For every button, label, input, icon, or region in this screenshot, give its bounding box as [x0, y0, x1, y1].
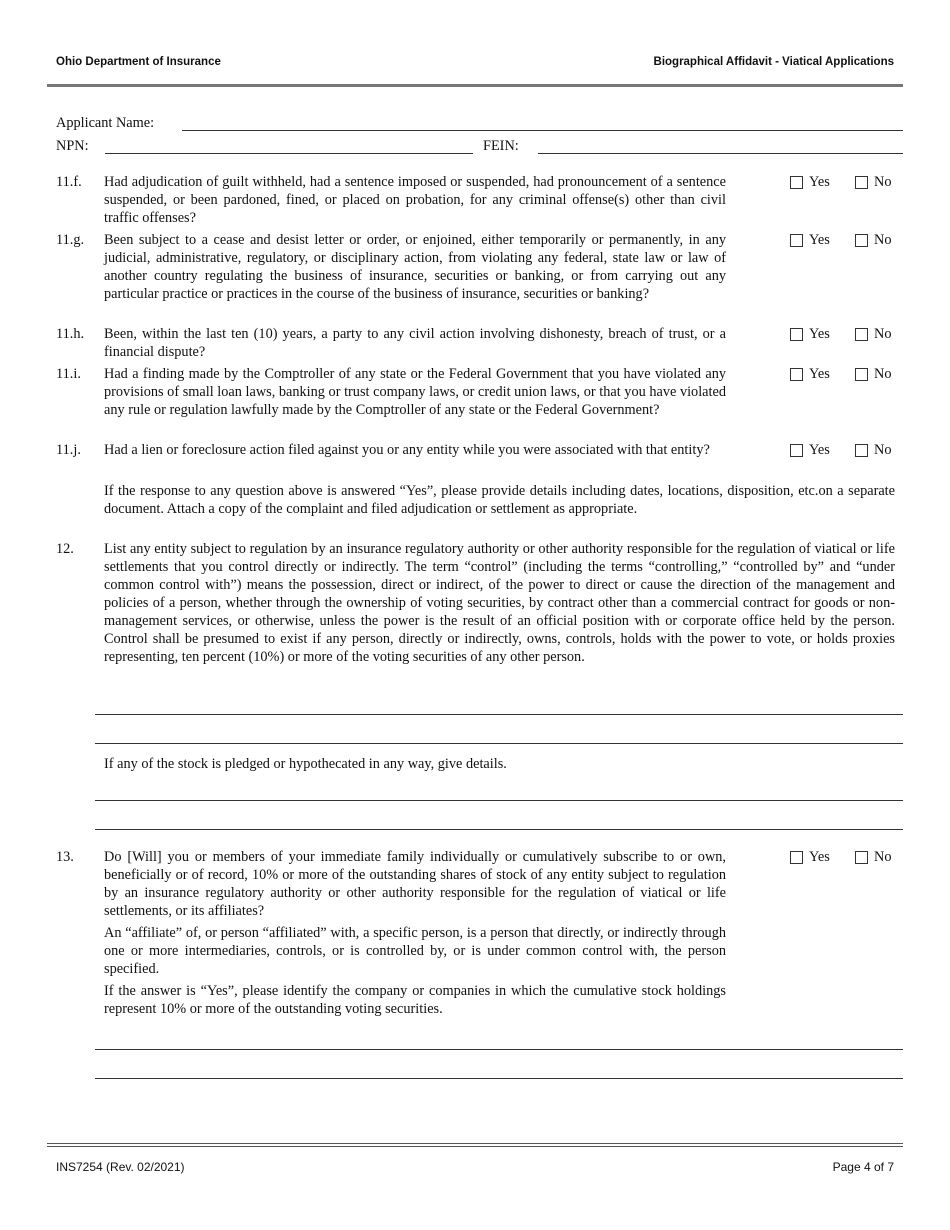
checkbox-icon[interactable]: [790, 444, 803, 457]
question-11-instructions: If the response to any question above is answered “Yes”, please provide details including dates, locations, disposition, etc.on a separate document. Attach a copy of the complaint and filed adjudication or settlement as appropriate.: [104, 483, 895, 517]
yes-label: Yes: [809, 232, 830, 248]
question-text: List any entity subject to regulation by an insurance regulatory authority or other authority responsible for the regulation of viatical or life settlements that you control directly or indirectly. The term “control” (including the terms “controlling,” “controlled by” and “under common control with”) means the possession, direct or indirect, of the power to direct or cause the direction of the management and policies of a person, whether through the ownership of voting securities, by contract other than a commercial contract for goods or non-management services, or otherwise, unless the power is the result of an official position with or corporate office held by the person. Control shall be presumed to exist if any person, directly or indirectly, owns, controls, holds with the power to vote, or holds proxies representing, ten percent (10%) or more of the voting securities of any other person.: [104, 541, 895, 665]
checkbox-icon[interactable]: [855, 851, 868, 864]
yes-label: Yes: [809, 326, 830, 342]
question-number: 11.h.: [56, 326, 85, 342]
header-right-title: Biographical Affidavit - Viatical Applications: [653, 56, 894, 68]
q11j-yes-option[interactable]: [790, 441, 830, 459]
checkbox-icon[interactable]: [790, 328, 803, 341]
form-id: INS7254 (Rev. 02/2021): [56, 1160, 185, 1174]
answer-line[interactable]: [95, 743, 903, 744]
checkbox-icon[interactable]: [790, 368, 803, 381]
answer-line[interactable]: [95, 829, 903, 830]
stock-pledged-prompt: If any of the stock is pledged or hypothecated in any way, give details.: [104, 756, 507, 772]
q11i-no-option[interactable]: [855, 365, 891, 383]
header-rule: [47, 84, 903, 87]
question-number: 11.g.: [56, 232, 85, 248]
answer-line[interactable]: [95, 800, 903, 801]
npn-field[interactable]: [105, 153, 473, 154]
q11g-yes-option[interactable]: [790, 231, 830, 249]
q11h-no-option[interactable]: [855, 325, 891, 343]
npn-label: NPN:: [56, 138, 89, 154]
checkbox-icon[interactable]: [855, 176, 868, 189]
yes-label: Yes: [809, 174, 830, 190]
question-number: 11.i.: [56, 366, 81, 382]
checkbox-icon[interactable]: [855, 234, 868, 247]
applicant-name-label: Applicant Name:: [56, 115, 155, 131]
q11i-yes-option[interactable]: [790, 365, 830, 383]
header-left-title: Ohio Department of Insurance: [56, 56, 221, 68]
answer-line[interactable]: [95, 1049, 903, 1050]
checkbox-icon[interactable]: [855, 328, 868, 341]
fein-label: FEIN:: [483, 138, 519, 154]
footer-rule: [47, 1146, 903, 1147]
answer-line[interactable]: [95, 1078, 903, 1079]
q13-no-option[interactable]: [855, 848, 891, 866]
checkbox-icon[interactable]: [855, 444, 868, 457]
q13-yes-option[interactable]: [790, 848, 830, 866]
checkbox-icon[interactable]: [790, 234, 803, 247]
question-number: 13.: [56, 849, 74, 865]
no-label: No: [874, 326, 892, 342]
question-number: 11.j.: [56, 442, 81, 458]
yes-label: Yes: [809, 849, 830, 865]
q11f-no-option[interactable]: [855, 173, 891, 191]
question-text: Do [Will] you or members of your immediate family individually or cumulatively subscribe to or own, beneficially or of record, 10% or more of the outstanding shares of stock of any entity subject to regulation by an insurance regulatory authority or other authority responsible for the regulation of viatical or life settlements, or its affiliates?: [104, 849, 726, 919]
checkbox-icon[interactable]: [790, 851, 803, 864]
affiliate-definition: An “affiliate” of, or person “affiliated” with, a specific person, is a person that directly, or indirectly through one or more intermediaries, controls, or is controlled by, or is under common control with, the person specified.: [104, 925, 726, 977]
checkbox-icon[interactable]: [790, 176, 803, 189]
question-text: Had a lien or foreclosure action filed against you or any entity while you were associated with that entity?: [104, 442, 710, 458]
question-text: Been, within the last ten (10) years, a party to any civil action involving dishonesty, breach of trust, or a financial dispute?: [104, 326, 726, 360]
checkbox-icon[interactable]: [855, 368, 868, 381]
question-text: Been subject to a cease and desist letter or order, or enjoined, either temporarily or permanently, in any judicial, administrative, regulatory, or disciplinary action, from violating any federal, state law or law of another country regulating the business of insurance, securities or banking, or from carrying out any particular practice or practices in the course of the business of insurance, securities or banking?: [104, 232, 726, 302]
no-label: No: [874, 232, 892, 248]
fein-field[interactable]: [538, 153, 903, 154]
question-number: 11.f.: [56, 174, 82, 190]
yes-label: Yes: [809, 442, 830, 458]
applicant-name-field[interactable]: [182, 130, 903, 131]
page-number: Page 4 of 7: [832, 1160, 894, 1174]
yes-label: Yes: [809, 366, 830, 382]
q11j-no-option[interactable]: [855, 441, 891, 459]
q11f-yes-option[interactable]: [790, 173, 830, 191]
no-label: No: [874, 366, 892, 382]
no-label: No: [874, 442, 892, 458]
question-number: 12.: [56, 541, 74, 557]
question-text: Had adjudication of guilt withheld, had a sentence imposed or suspended, had pronouncement of a sentence suspended, or been pardoned, fined, or placed on probation, for any criminal offense(s) other than civil traffic offenses?: [104, 174, 726, 226]
q11g-no-option[interactable]: [855, 231, 891, 249]
question-text: Had a finding made by the Comptroller of any state or the Federal Government that you have violated any provisions of small loan laws, banking or trust company laws, or credit union laws, or that you have violated any rule or regulation lawfully made by the Comptroller of any state or the Federal Government?: [104, 366, 726, 418]
no-label: No: [874, 849, 892, 865]
q11h-yes-option[interactable]: [790, 325, 830, 343]
no-label: No: [874, 174, 892, 190]
yes-instruction: If the answer is “Yes”, please identify the company or companies in which the cumulative stock holdings represent 10% or more of the outstanding voting securities.: [104, 983, 726, 1017]
answer-line[interactable]: [95, 714, 903, 715]
footer-rule: [47, 1143, 903, 1144]
